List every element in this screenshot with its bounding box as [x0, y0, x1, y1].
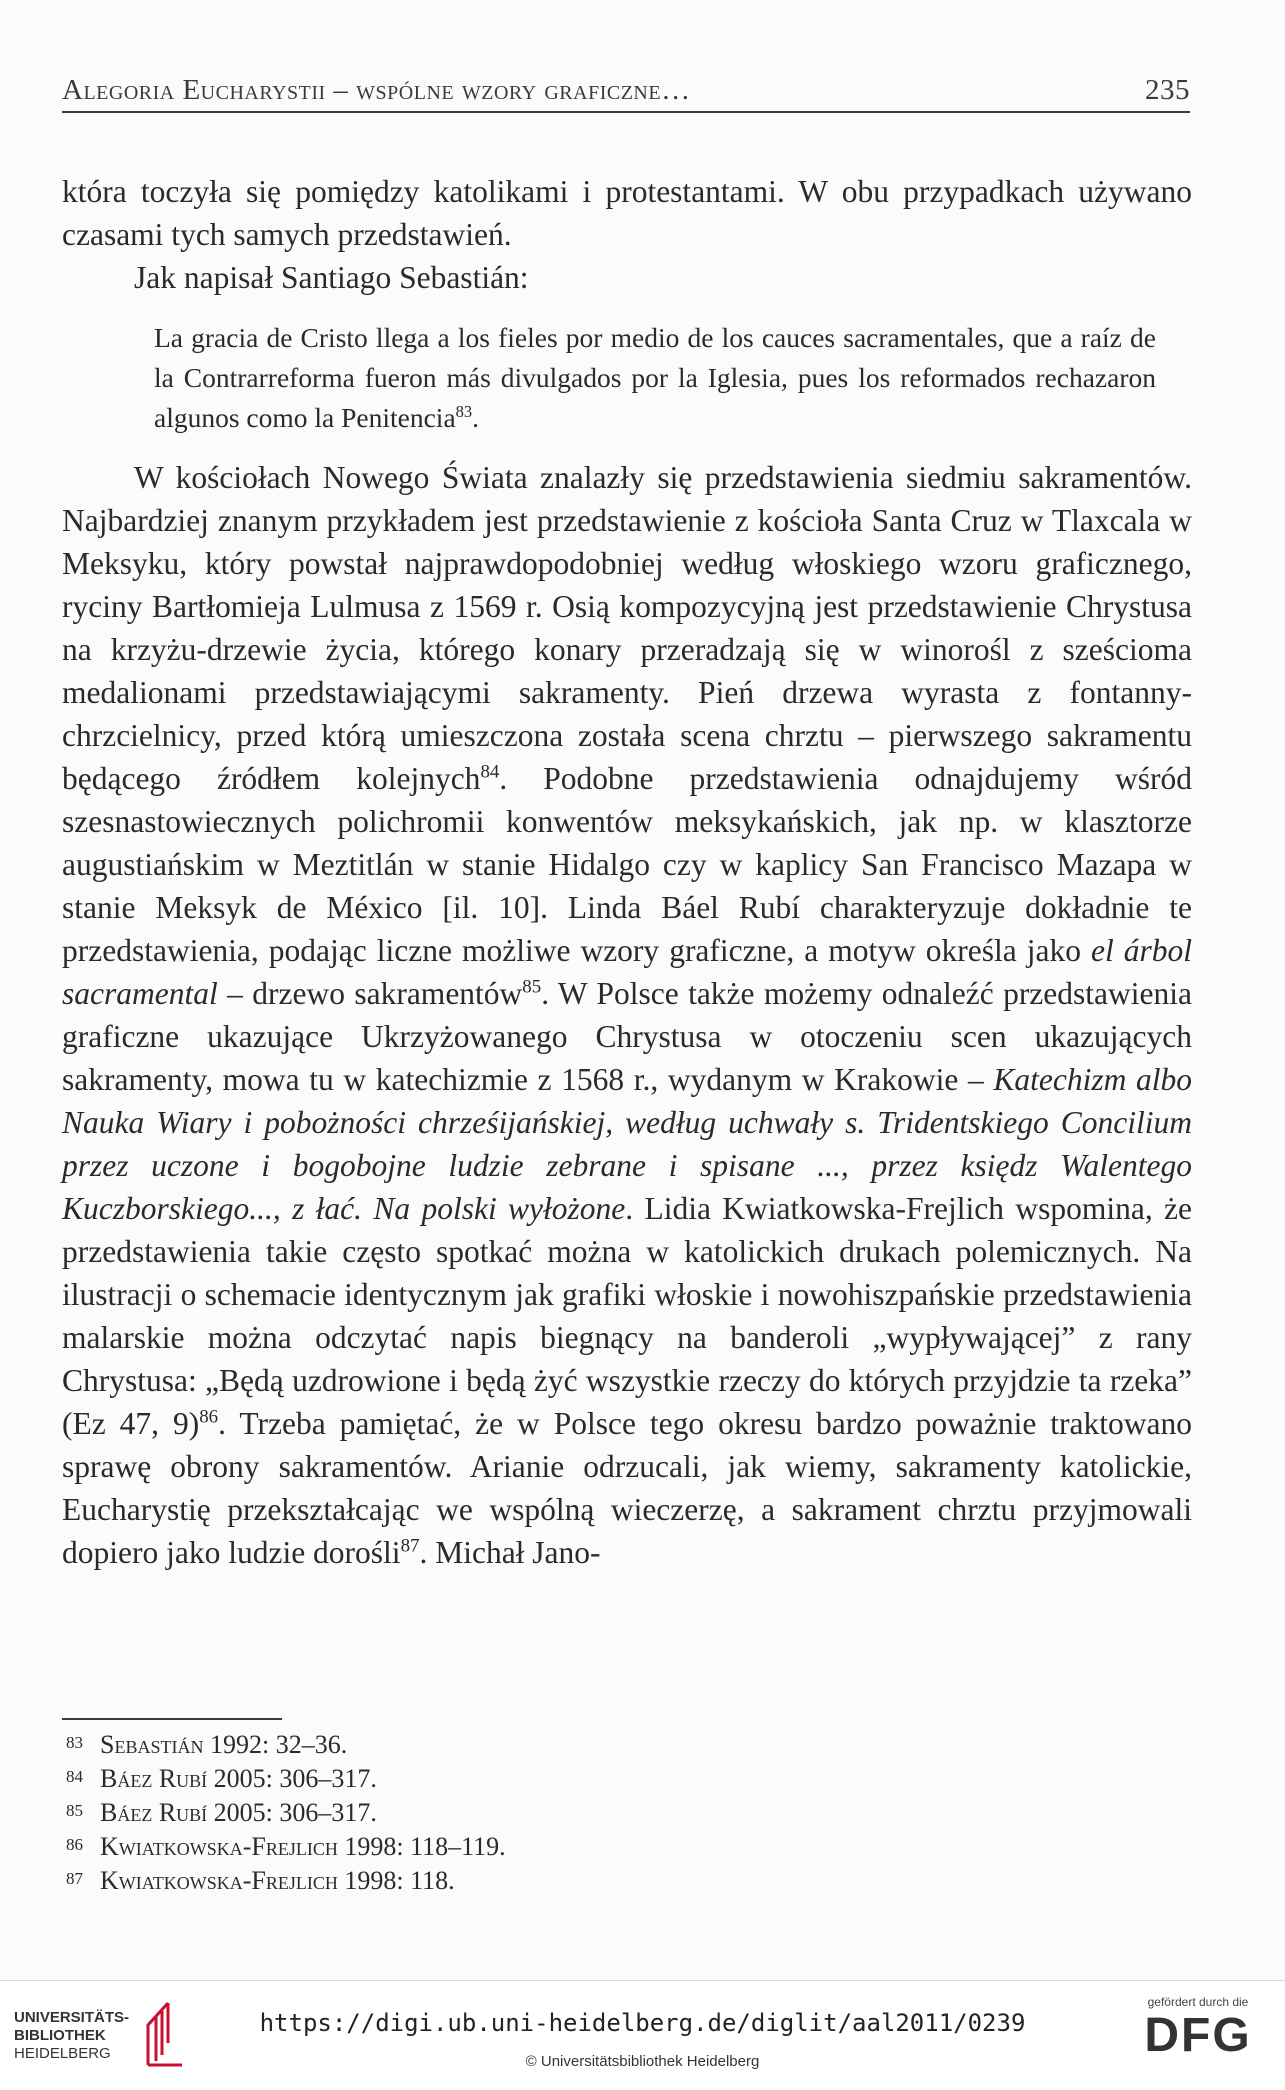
permalink-url[interactable]: https://digi.ub.uni-heidelberg.de/diglit/aal2011/0239 [259, 2009, 1026, 2037]
footnote-ref-83[interactable]: 83 [455, 401, 473, 421]
footnote-number: 86 [66, 1835, 83, 1854]
footnote-ref: 1992: 32–36. [203, 1730, 348, 1759]
footnote-ref-87[interactable]: 87 [400, 1535, 420, 1557]
footnote-author: Kwiatkowska-Frejlich [100, 1866, 338, 1895]
copyright-notice: © Universitätsbibliothek Heidelberg [525, 2053, 760, 2070]
p3-italic-term: el árbol sacramental [62, 933, 1192, 1011]
library-line-1: UNIVERSITÄTS- [14, 2009, 130, 2026]
funder-logo[interactable] [1133, 1995, 1263, 2075]
paragraph-2: Jak napisał Santiago Sebastián: [134, 260, 529, 295]
footnote-ref: 1998: 118–119. [337, 1832, 506, 1861]
footnote-86 [66, 1830, 506, 1864]
footnote-author: Báez Rubí [100, 1798, 208, 1827]
p3-part-g: . Michał Jano- [419, 1535, 601, 1570]
quote-text: La gracia de Cristo llega a los fieles por medio de los cauces sacramentales, que a raíz de la Contrarreforma fueron más divulgados por la Iglesia, pues los reformados rechazaron algunos como la Penitencia [154, 322, 1156, 433]
p3-part-a: W kościołach Nowego Świata znalazły się przedstawienia siedmiu sakramentów. Najbardziej znanym przykładem jest przedstawienie z kościoła Santa Cruz w Tlaxcala w Meksyku, który powstał najprawdopodobniej według włoskiego wzoru graficznego, ryciny Bartłomieja Lulmusa z 1569 r. Osią kompozycyjną jest przedstawienie Chrystusa na krzyżu-drzewie życia, którego konary przeradzają się w winorośl z sześcioma medalionami przedstawiającymi sakramenty. Pień drzewa wyrasta z fontanny-chrzcielnicy, przed którą umieszczona została scena chrztu – pierwszego sakramentu będącego źródłem kolejnych [62, 460, 1192, 796]
running-header [62, 74, 1190, 107]
p3-part-e: . Lidia Kwiatkowska-Frejlich wspomina, że przedstawienia takie często spotkać można w katolickich drukach polemicznych. Na ilustracji o schemacie identycznym jak grafiki włoskie i nowohiszpańskie przedstawienia malarskie można odczytać napis biegnący na banderoli „wypływającej” z rany Chrystusa: „Będą uzdrowione i będą żyć wszystkie rzeczy do których przyjdzie ta rzeka” (Ez 47, 9) [62, 1191, 1192, 1441]
footnote-number: 85 [66, 1801, 83, 1820]
funder-note: gefördert durch die [1147, 1995, 1249, 2009]
footnote-ref: 2005: 306–317. [207, 1798, 377, 1827]
footnote-number: 87 [66, 1869, 83, 1888]
footnote-author: Kwiatkowska-Frejlich [100, 1832, 338, 1861]
p3-part-b: . Podobne przedstawienia odnajdujemy wśród szesnastowiecznych polichromii konwentów meksykańskich, jak np. w klasztorze augustiańskim w Meztitlán w stanie Hidalgo czy w kaplicy San Francisco Mazapa w stanie Meksyk de México [il. 10]. Linda Báel Rubí charakteryzuje dokładnie te przedstawienia, podając liczne możliwe wzory graficzne, a motyw określa jako [62, 761, 1192, 968]
footnote-ref: 1998: 118. [337, 1866, 455, 1895]
running-title: Alegoria Eucharystii – wspólne wzory graficzne… [62, 74, 691, 106]
block-quote [154, 318, 1156, 438]
footnote-83 [66, 1728, 506, 1762]
quote-end: . [472, 402, 480, 433]
footnote-ref-85[interactable]: 85 [522, 976, 542, 998]
footnote-85 [66, 1796, 506, 1830]
library-line-3: HEIDELBERG [14, 2045, 111, 2062]
footnote-ref-86[interactable]: 86 [199, 1406, 219, 1428]
library-line-2: BIBLIOTHEK [14, 2027, 106, 2044]
footnote-87 [66, 1864, 506, 1898]
footnote-rule [62, 1718, 282, 1720]
footnote-author: Báez Rubí [100, 1764, 208, 1793]
footnote-number: 84 [66, 1767, 83, 1786]
footnote-number: 83 [66, 1733, 83, 1752]
header-rule [62, 111, 1190, 113]
main-text [62, 170, 1192, 1574]
p3-part-f: . Trzeba pamiętać, że w Polsce tego okresu bardzo poważnie traktowano sprawę obrony sakramentów. Arianie odrzucali, jak wiemy, sakramenty katolickie, Eucharystię przekształcając we wspólną wieczerzę, a sakrament chrztu przyjmowali dopiero jako ludzie dorośli [62, 1406, 1192, 1570]
paragraph-3 [62, 456, 1192, 1574]
funder-name: DFG [1144, 2009, 1252, 2062]
p3-part-c: – drzewo sakramentów [217, 976, 523, 1011]
footnotes [66, 1728, 506, 1898]
p3-part-d: . W Polsce także możemy odnaleźć przedstawienia graficzne ukazujące Ukrzyżowanego Chrystusa w otoczeniu scen ukazujących sakramenty, mowa tu w katechizmie z 1568 r., wydanym w Krakowie – [62, 976, 1192, 1097]
paragraph-1: która toczyła się pomiędzy katolikami i protestantami. W obu przypadkach używano czasami tych samych przedstawień. [62, 174, 1192, 252]
footnote-ref-84[interactable]: 84 [480, 761, 500, 783]
footnote-author: Sebastián [100, 1730, 204, 1759]
page-number: 235 [1145, 74, 1190, 106]
p3-italic-title: Katechizm albo Nauka Wiary i pobożności chrześijańskiej, według uchwały s. Tridentskiego Concilium przez uczone i bogobojne ludzie zebrane i spisane ..., przez księdz Walentego Kuczborskiego..., z łać. Na polski wyłożone [62, 1062, 1192, 1226]
viewer-footer [0, 1980, 1285, 2090]
footnote-84 [66, 1762, 506, 1796]
footnote-ref: 2005: 306–317. [207, 1764, 377, 1793]
